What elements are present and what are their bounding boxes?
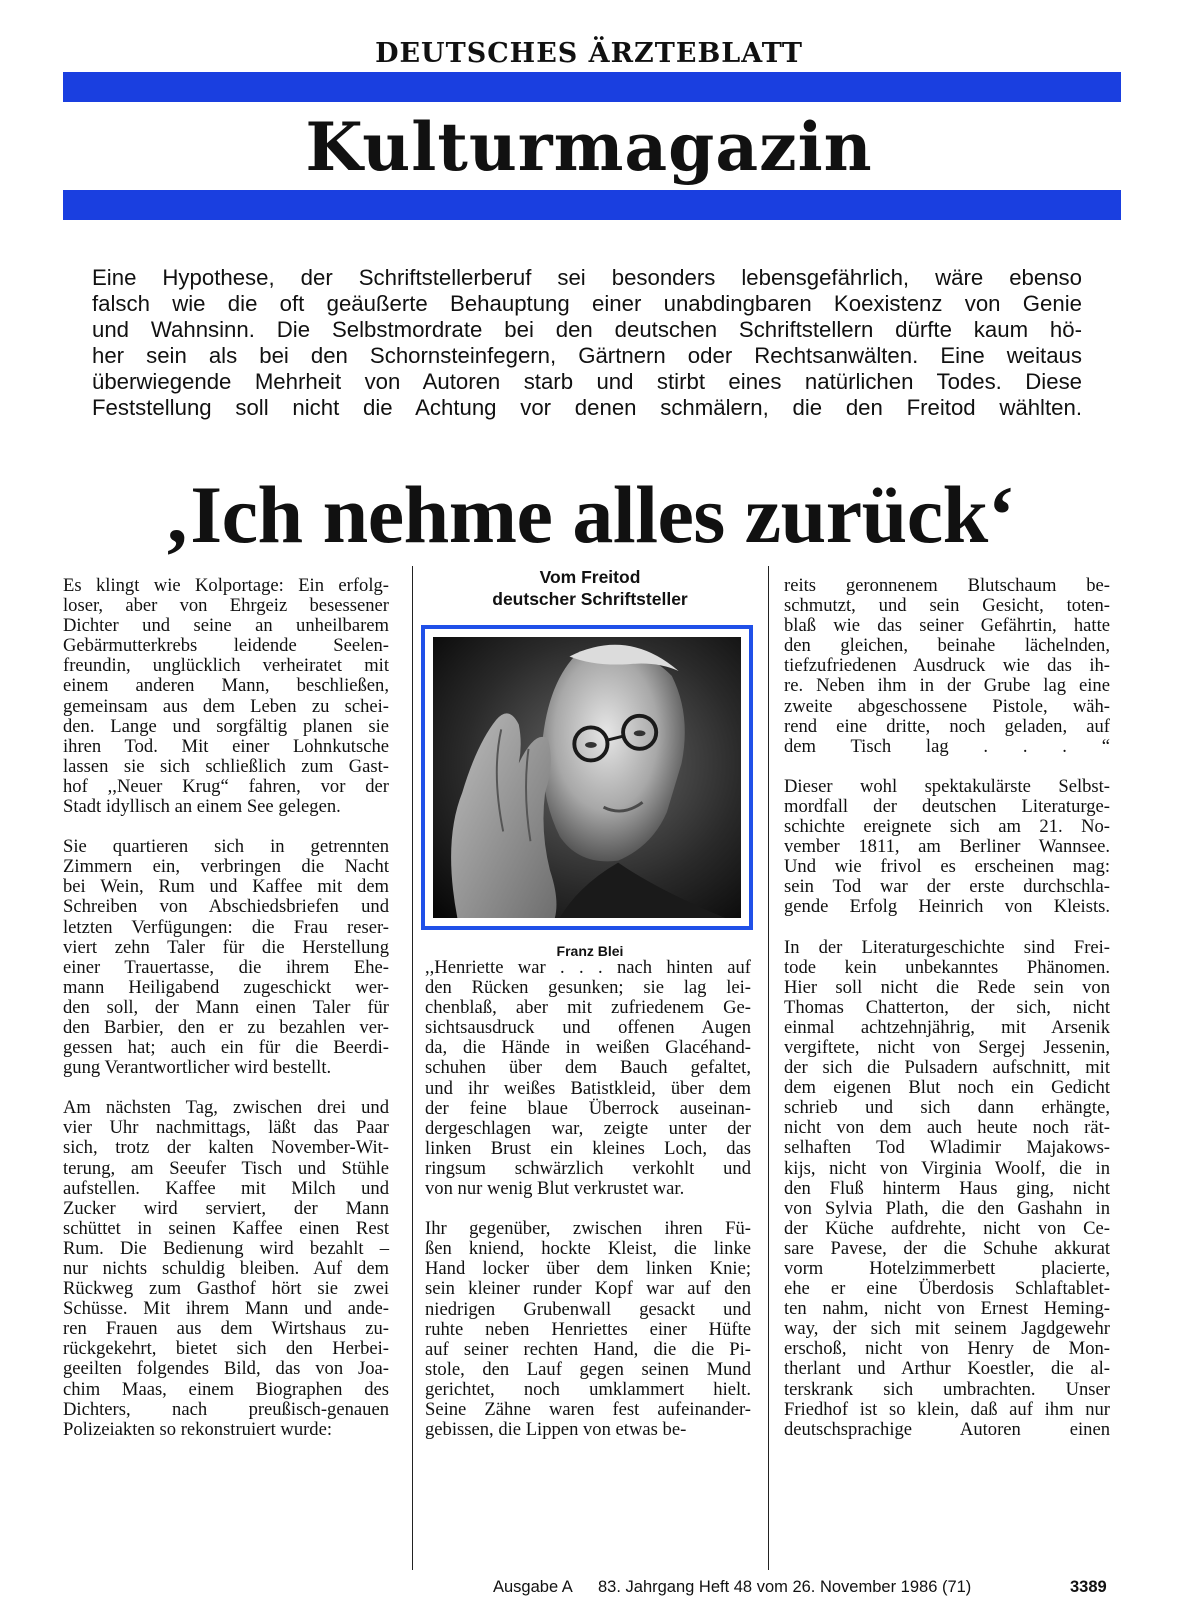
- article-line: nur nichts schuldig bleiben. Auf dem: [63, 1258, 389, 1279]
- article-line: vier Uhr nachmittags, läßt das Paar: [63, 1117, 389, 1139]
- article-line: den soll, der Mann einen Taler für: [63, 996, 389, 1018]
- article-line: Ihr gegenüber, zwischen ihren Fü-: [425, 1218, 751, 1240]
- article-line: rend eine dritte, noch geladen, auf: [784, 715, 1110, 737]
- article-line: Thomas Chatterton, der sich, nicht: [784, 996, 1110, 1018]
- article-line: den. Lange und sorgfältig planen sie: [63, 715, 389, 737]
- article-line: ringsum schwärzlich verkohlt und: [425, 1157, 751, 1179]
- article-line: erschoß, nicht von Henry de Mon-: [784, 1338, 1110, 1360]
- article-line: Hier soll nicht die Rede sein von: [784, 976, 1110, 998]
- article-line: den gleichen, beinahe lächelnden,: [784, 635, 1110, 657]
- article-line: Hand locker über dem linken Knie;: [425, 1258, 751, 1280]
- column-divider: [412, 566, 413, 1570]
- article-line: therlant und Arthur Koestler, die al-: [784, 1358, 1110, 1380]
- article-line: da, die Hände in weißen Glacéhand-: [425, 1037, 751, 1059]
- masthead: DEUTSCHES ÄRZTEBLATT: [375, 38, 803, 69]
- article-line: viert zehn Taler für die Herstellung: [63, 936, 389, 958]
- column-divider: [768, 566, 769, 1570]
- article-line: Dichters, nach preußisch-genauen: [63, 1398, 389, 1420]
- article-line: aufstellen. Kaffee mit Milch und: [63, 1177, 389, 1199]
- accent-bar-bottom: [63, 190, 1121, 220]
- article-line: hof ,,Neuer Krug“ fahren, vor der: [63, 775, 389, 797]
- article-line: einer Trauertasse, die ihrem Ehe-: [63, 956, 389, 978]
- paragraph-gap: [784, 918, 1110, 938]
- article-line: vergiftete, nicht von Sergej Jessenin,: [784, 1036, 1110, 1058]
- lead-line: und Wahnsinn. Die Selbstmordrate bei den deutschen Schriftstellern dürfte kaum hö-: [92, 317, 1082, 342]
- accent-bar-top: [63, 72, 1121, 102]
- article-line: dem Tisch lag . . . “: [784, 735, 1110, 757]
- article-line: gerichtet, noch umklammert hielt.: [425, 1378, 751, 1400]
- article-line: Dichter und seine an unheilbarem: [63, 615, 389, 637]
- article-line: Schüsse. Mit ihrem Mann und ande-: [63, 1298, 389, 1320]
- article-line: einem anderen Mann, beschließen,: [63, 675, 389, 697]
- article-line: ren Frauen aus dem Wirtshaus zu-: [63, 1318, 389, 1340]
- paragraph-gap: [425, 1199, 751, 1219]
- article-line: ehe er eine Überdosis Schlaftablet-: [784, 1278, 1110, 1300]
- article-line: Rum. Die Bedienung wird bezahlt –: [63, 1237, 389, 1259]
- article-line: Dieser wohl spektakulärste Selbst-: [784, 775, 1110, 797]
- article-line: selhaften Tod Wladimir Majakows-: [784, 1137, 1110, 1159]
- article-line: vember 1811, am Berliner Wannsee.: [784, 836, 1110, 858]
- article-line: Und wie frivol es erscheinen mag:: [784, 856, 1110, 878]
- lead-line: überwiegende Mehrheit von Autoren starb und stirbt eines natürlichen Todes. Diese: [92, 369, 1082, 394]
- article-line: geeilten folgendes Bild, das von Joa-: [63, 1358, 389, 1380]
- lead-line: falsch wie die oft geäußerte Behauptung einer unabdingbaren Koexistenz von Genie: [92, 291, 1082, 316]
- article-line: sichtsausdruck und offenen Augen: [425, 1017, 751, 1039]
- article-line: gebissen, die Lippen von etwas be-: [425, 1419, 687, 1441]
- article-line: tiefzufriedenen Ausdruck wie das ih-: [784, 655, 1110, 677]
- lead-line: Eine Hypothese, der Schriftstellerberuf sei besonders lebensgefährlich, wäre ebenso: [92, 265, 1082, 290]
- article-line: dergeschlagen war, zeigte unter der: [425, 1117, 751, 1139]
- footer-edition: Ausgabe A: [493, 1578, 573, 1596]
- article-line: dem eigenen Blut noch ein Gedicht: [784, 1077, 1110, 1099]
- article-line: Polizeiakten so rekonstruiert wurde:: [63, 1418, 333, 1440]
- paragraph-gap: [63, 1078, 389, 1098]
- article-line: einmal achtzehnjährig, mit Arsenik: [784, 1016, 1110, 1038]
- article-line: Stadt idyllisch an einem See gelegen.: [63, 796, 341, 818]
- article-line: schichte ereignete sich am 21. No-: [784, 816, 1110, 838]
- article-line: Gebärmutterkrebs leidende Seelen-: [63, 635, 389, 657]
- article-line: ihren Tod. Mit einer Lohnkutsche: [63, 735, 389, 757]
- article-line: lassen sie sich schließlich zum Gast-: [63, 755, 389, 777]
- article-line: terung, am Seeufer Tisch und Stühle: [63, 1157, 389, 1179]
- article-line: reits geronnenem Blutschaum be-: [784, 575, 1110, 596]
- article-line: kijs, nicht von Virginia Woolf, die in: [784, 1157, 1110, 1179]
- subtitle-line: deutscher Schriftsteller: [492, 589, 688, 609]
- article-line: von nur wenig Blut verkrustet war.: [425, 1178, 685, 1200]
- article-line: chenblaß, aber mit zufriedenem Ge-: [425, 997, 751, 1019]
- article-line: schuhen über dem Bauch gefaltet,: [425, 1057, 751, 1079]
- article-line: stole, den Lauf gegen seinen Mund: [425, 1358, 751, 1380]
- article-line: gemeinsam aus dem Leben zu schei-: [63, 695, 389, 717]
- article-line: deutschsprachige Autoren einen: [784, 1418, 1110, 1440]
- footer-issue: 83. Jahrgang Heft 48 vom 26. November 1986 (71): [598, 1578, 972, 1596]
- article-line: linken Brust ein kleines Loch, das: [425, 1137, 751, 1159]
- article-line: Zimmern ein, verbringen die Nacht: [63, 856, 389, 878]
- article-line: von Sylvia Plath, die den Gashahn in: [784, 1197, 1110, 1219]
- lead-line: her sein als bei den Schornsteinfegern, Gärtnern oder Rechtsanwälten. Eine weitaus: [92, 343, 1082, 368]
- article-column-2: [425, 958, 751, 1440]
- article-line: ,,Henriette war . . . nach hinten auf: [425, 957, 751, 978]
- article-line: terskrank sich umbrachten. Unser: [784, 1378, 1110, 1400]
- article-line: chim Maas, einem Biographen des: [63, 1378, 389, 1400]
- article-line: schmutzt, und sein Gesicht, toten-: [784, 595, 1110, 617]
- portrait-photo-frame: [421, 625, 753, 930]
- article-line: nicht von dem auch heute noch rät-: [784, 1117, 1110, 1139]
- article-line: ßen kniend, hockte Kleist, die linke: [425, 1238, 751, 1260]
- article-line: mordfall der deutschen Literaturge-: [784, 795, 1110, 817]
- article-line: In der Literaturgeschichte sind Frei-: [784, 936, 1110, 958]
- article-line: way, der sich mit seinem Jagdgewehr: [784, 1318, 1110, 1340]
- article-line: mann Heiligabend zugeschickt wer-: [63, 976, 389, 998]
- paragraph-gap: [63, 817, 389, 837]
- article-line: zweite abgeschossene Pistole, wäh-: [784, 695, 1110, 717]
- article-subtitle: [418, 566, 762, 610]
- article-line: der Küche aufdrehte, nicht von Ce-: [784, 1217, 1110, 1239]
- article-line: auf seiner rechten Hand, die die Pi-: [425, 1338, 751, 1360]
- article-column-1: [63, 576, 389, 1440]
- article-line: vorm Hotelzimmerbett placierte,: [784, 1258, 1110, 1279]
- article-line: schrieb und sich dann erhängte,: [784, 1097, 1110, 1119]
- article-line: gung Verantwortlicher wird bestellt.: [63, 1057, 332, 1079]
- photo-caption: Franz Blei: [556, 943, 624, 959]
- article-line: und ihr weißes Batistkleid, über dem: [425, 1077, 751, 1099]
- section-title: Kulturmagazin: [305, 108, 873, 186]
- article-line: letzten Verfügungen: die Frau reser-: [63, 916, 389, 938]
- article-line: den Rücken gesunken; sie lag lei-: [425, 977, 751, 999]
- article-line: sein Tod war der erste durchschla-: [784, 876, 1110, 898]
- lead-paragraph: [92, 265, 1082, 421]
- article-line: Friedhof ist so klein, daß auf ihm nur: [784, 1398, 1110, 1420]
- article-line: Es klingt wie Kolportage: Ein erfolg-: [63, 575, 389, 596]
- subtitle-line: Vom Freitod: [539, 567, 641, 587]
- article-line: der feine blaue Überrock auseinan-: [425, 1097, 751, 1119]
- article-line: schüttet in seinen Kaffee einen Rest: [63, 1217, 389, 1239]
- article-line: re. Neben ihm in der Grube lag eine: [784, 675, 1110, 697]
- article-line: rückgekehrt, bietet sich den Herbei-: [63, 1338, 389, 1360]
- paragraph-gap: [784, 757, 1110, 777]
- article-column-3: [784, 576, 1110, 1440]
- article-line: Am nächsten Tag, zwischen drei und: [63, 1097, 389, 1119]
- portrait-photo-icon: [433, 637, 741, 918]
- article-line: ruhte neben Henriettes einer Hüfte: [425, 1318, 751, 1340]
- article-line: Sie quartieren sich in getrennten: [63, 836, 389, 858]
- article-line: Zucker wird serviert, der Mann: [63, 1197, 389, 1219]
- article-headline: ‚Ich nehme alles zurück‘: [163, 469, 1015, 560]
- article-line: der sich die Pulsadern aufschnitt, mit: [784, 1057, 1110, 1079]
- article-line: bei Wein, Rum und Kaffee mit dem: [63, 876, 389, 898]
- article-line: Rückweg zum Gasthof hört sie zwei: [63, 1278, 389, 1300]
- article-line: den Barbier, den er zu bezahlen ver-: [63, 1016, 389, 1038]
- article-line: Seine Zähne waren fest aufeinander-: [425, 1398, 751, 1420]
- article-line: ten nahm, nicht von Ernest Heming-: [784, 1298, 1110, 1320]
- article-line: niedrigen Grubenwall gesackt und: [425, 1298, 751, 1320]
- article-line: loser, aber von Ehrgeiz besessener: [63, 595, 389, 617]
- article-line: freundin, unglücklich verheiratet mit: [63, 655, 389, 677]
- lead-line: Feststellung soll nicht die Achtung vor denen schmälern, die den Freitod wählten.: [92, 395, 1082, 420]
- article-line: Schreiben von Abschiedsbriefen und: [63, 896, 389, 918]
- article-line: tode kein unbekanntes Phänomen.: [784, 956, 1110, 978]
- article-line: sein kleiner runder Kopf war auf den: [425, 1278, 751, 1300]
- article-line: den Fluß hinterm Haus ging, nicht: [784, 1177, 1110, 1199]
- page-number: 3389: [1070, 1578, 1107, 1596]
- article-line: gende Erfolg Heinrich von Kleists.: [784, 896, 1110, 918]
- article-line: blaß wie das seiner Gefährtin, hatte: [784, 615, 1110, 637]
- article-line: sare Pavese, der die Schuhe akkurat: [784, 1237, 1110, 1259]
- article-line: sich, trotz der kalten November-Wit-: [63, 1137, 389, 1159]
- article-line: gessen hat; auch ein für die Beerdi-: [63, 1037, 389, 1059]
